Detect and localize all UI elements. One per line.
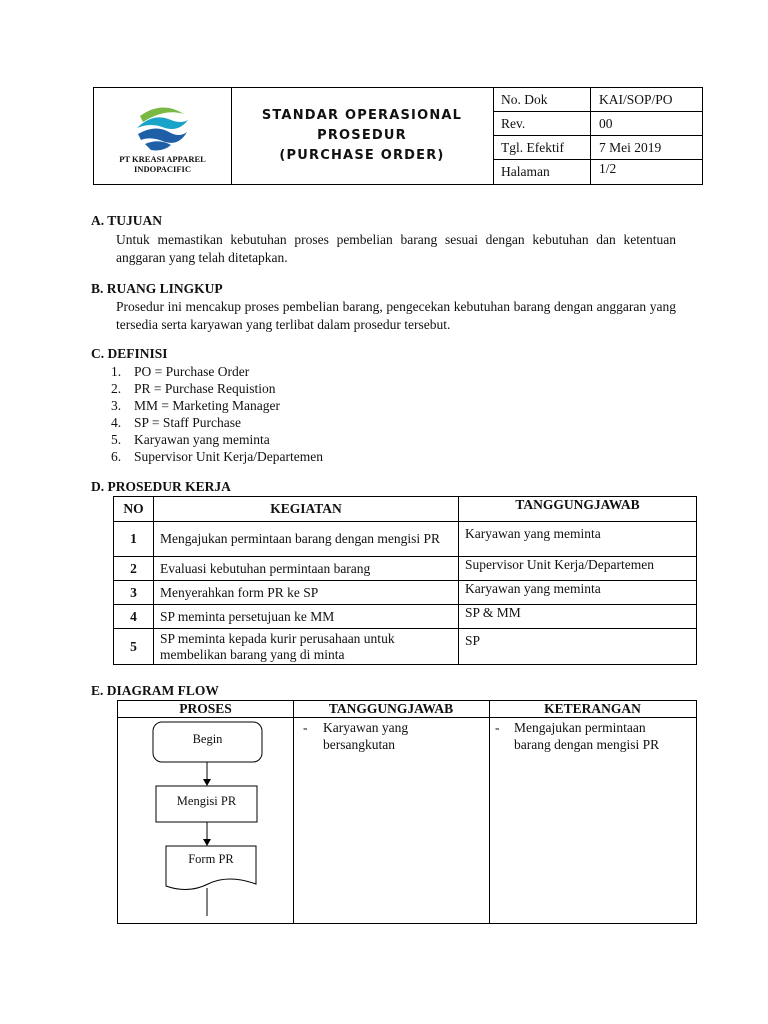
flow-pj-line2: bersangkutan (323, 737, 395, 752)
table-row (114, 605, 697, 629)
column-header: KETERANGAN (544, 701, 641, 716)
column-header: TANGGUNGJAWAB (459, 497, 697, 522)
row-kegiatan: Menyerahkan form PR ke SP (154, 581, 459, 605)
flow-step-form-pr: Form PR (188, 852, 234, 866)
flow-step-begin: Begin (192, 732, 223, 746)
list-text: MM = Marketing Manager (134, 398, 280, 413)
document-title (231, 88, 494, 184)
company-logo-icon (135, 98, 189, 152)
flow-pj-dash: - (303, 720, 308, 735)
row-kegiatan: SP meminta persetujuan ke MM (154, 605, 459, 629)
table-row (114, 629, 697, 665)
list-text: Karyawan yang meminta (134, 432, 270, 447)
row-number: 3 (114, 581, 154, 605)
list-item (111, 380, 323, 397)
row-penanggung-jawab: SP & MM (459, 605, 697, 629)
flow-ket-line1: Mengajukan permintaan (514, 720, 646, 735)
meta-label: No. Dok (493, 88, 591, 111)
flow-ket-line2: barang dengan mengisi PR (514, 737, 660, 752)
title-line1: STANDAR OPERASIONAL (261, 108, 463, 123)
meta-row (493, 112, 702, 136)
meta-value: KAI/SOP/PO (599, 92, 673, 107)
company-name-line1: PT KREASI APPAREL (119, 154, 206, 164)
section-text-tujuan: Untuk memastikan kebutuhan proses pembelian barang sesuai dengan kebutuhan dan ketentuan anggaran yang telah ditetapkan. (116, 232, 676, 265)
section-heading-diagram: E. DIAGRAM FLOW (91, 683, 219, 698)
list-number: 2. (111, 381, 122, 396)
list-number: 5. (111, 432, 122, 447)
flow-step-mengisi-pr: Mengisi PR (176, 794, 237, 808)
flow-ket-dash: - (495, 720, 500, 735)
arrow-down-icon (203, 779, 211, 786)
table-row (114, 581, 697, 605)
list-item (111, 397, 323, 414)
meta-label: Rev. (493, 112, 591, 135)
list-item (111, 431, 323, 448)
list-text: PR = Purchase Requistion (134, 381, 276, 396)
meta-value: 00 (599, 116, 613, 131)
section-heading-definisi: C. DEFINISI (91, 346, 168, 361)
column-divider (489, 701, 490, 923)
meta-label: Halaman (493, 160, 591, 184)
row-number: 1 (114, 522, 154, 557)
list-number: 1. (111, 364, 122, 379)
table-header-row (114, 497, 697, 522)
row-kegiatan: Evaluasi kebutuhan permintaan barang (154, 557, 459, 581)
meta-row (493, 160, 702, 184)
company-name-line2: INDOPACIFIC (134, 164, 191, 174)
section-heading-tujuan: A. TUJUAN (91, 213, 163, 228)
column-header: NO (114, 497, 154, 522)
table-row (114, 522, 697, 557)
flow-pj-line1: Karyawan yang (323, 720, 409, 735)
section-heading-prosedur: D. PROSEDUR KERJA (91, 479, 231, 494)
title-line2: PROSEDUR (317, 128, 407, 143)
logo-cell (94, 88, 232, 184)
section-text-ruang-lingkup: Prosedur ini mencakup proses pembelian barang, pengecekan kebutuhan barang dengan anggaran yang tersedia serta karyawan yang terlibat dalam prosedur tersebut. (116, 299, 676, 332)
arrow-down-icon (203, 839, 211, 846)
list-number: 3. (111, 398, 122, 413)
list-number: 4. (111, 415, 122, 430)
row-penanggung-jawab: Karyawan yang meminta (459, 522, 697, 557)
section-heading-ruang-lingkup: B. RUANG LINGKUP (91, 281, 223, 296)
document-meta (493, 88, 702, 184)
meta-label: Tgl. Efektif (493, 136, 591, 159)
row-penanggung-jawab: Supervisor Unit Kerja/Departemen (459, 557, 697, 581)
meta-value: 1/2 (599, 161, 617, 176)
meta-row (493, 136, 702, 160)
column-header: KEGIATAN (154, 497, 459, 522)
list-text: Supervisor Unit Kerja/Departemen (134, 449, 323, 464)
definisi-list (111, 363, 323, 465)
diagram-flow-table (117, 700, 697, 924)
list-item (111, 414, 323, 431)
list-text: PO = Purchase Order (134, 364, 250, 379)
list-item (111, 363, 323, 380)
row-kegiatan: SP meminta kepada kurir perusahaan untuk membelikan barang yang di minta (154, 629, 459, 665)
row-number: 4 (114, 605, 154, 629)
document-header (93, 87, 703, 185)
list-item (111, 448, 323, 465)
row-number: 5 (114, 629, 154, 665)
row-penanggung-jawab: Karyawan yang meminta (459, 581, 697, 605)
row-penanggung-jawab: SP (459, 629, 697, 665)
column-divider (293, 701, 294, 923)
prosedur-table (113, 496, 697, 665)
row-number: 2 (114, 557, 154, 581)
table-row (114, 557, 697, 581)
list-text: SP = Staff Purchase (134, 415, 241, 430)
column-header: PROSES (179, 701, 232, 716)
meta-row (493, 88, 702, 112)
column-header: TANGGUNGJAWAB (328, 701, 454, 716)
flowchart (118, 718, 293, 923)
row-kegiatan: Mengajukan permintaan barang dengan mengisi PR (154, 522, 459, 557)
title-line3: (PURCHASE ORDER) (279, 148, 445, 163)
list-number: 6. (111, 449, 122, 464)
meta-value: 7 Mei 2019 (599, 140, 662, 155)
